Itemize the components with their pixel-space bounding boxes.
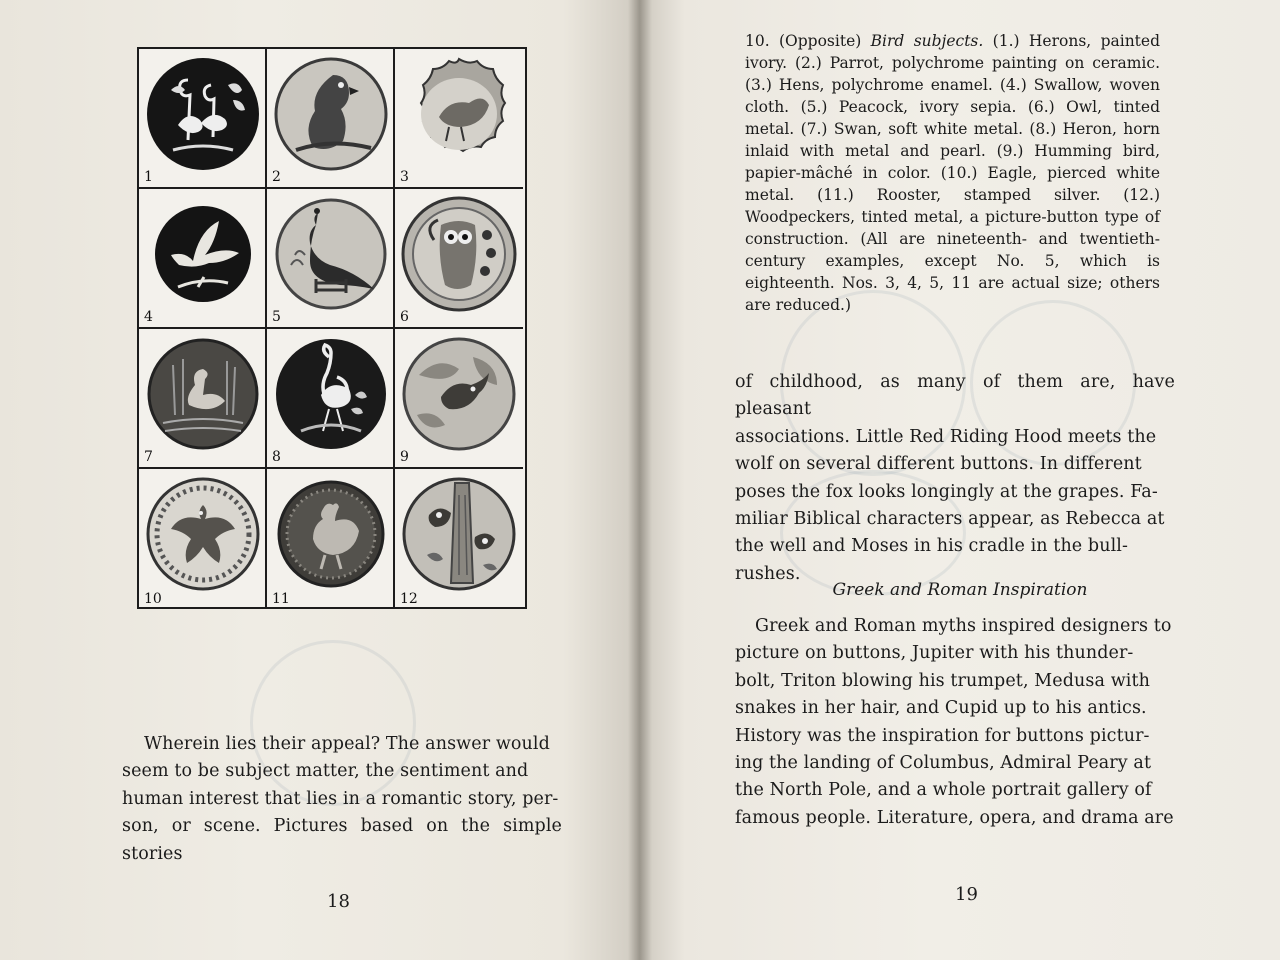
humming-bird-button-icon [399,335,519,453]
text-line: son, or scene. Pictures based on the simple stories [122,816,562,864]
plate-number: 1 [144,169,153,185]
plate-number: 6 [400,309,409,325]
text-line: Wherein lies their appeal? The answer would [144,734,550,754]
text-line: the North Pole, and a whole portrait gallery of [735,780,1152,801]
text-line: the well and Moses in his cradle in the bull- [735,536,1129,557]
section-heading: Greek and Roman Inspiration [832,580,1088,600]
plate-number: 11 [272,591,290,607]
hens-button-icon [399,55,519,173]
plate-cell-10 [139,469,267,609]
right-paragraph-2 [735,613,1180,832]
plate-number: 12 [400,591,418,607]
rooster-button-icon [271,475,391,593]
left-paragraph [122,731,562,868]
herons-button-icon [143,55,263,173]
caption-title: Bird subjects. [870,32,984,50]
text-line: human interest that lies in a romantic story, per- [122,788,559,809]
page-number-left: 18 [327,891,350,912]
eagle-button-icon [143,475,263,593]
caption-text: (1.) Herons, painted ivory. (2.) Parrot, polychrome painting on ceramic. (3.) Hens, polychrome enamel. (4.) Swallow, woven cloth. (5.) Peacock, ivory sepia. (6.) Owl, tinted metal. (7.) Swan, soft white metal. (8.) Heron, horn inlaid with metal and pearl. (9.) Humming bird, papier-mâché in color. (10.) Eagle, pierced white metal. (11.) Rooster, stamped silver. (12.) Woodpeckers, tinted metal, a picture-button type of construction. (All are nineteenth- and twentieth-century examples, except No. 5, which is eighteenth. Nos. 3, 4, 5, 11 are actual size; others are reduced.) [745,32,1160,314]
swan-button-icon [143,335,263,453]
plate-number: 5 [272,309,281,325]
parrot-button-icon [271,55,391,173]
right-paragraph-1 [735,369,1175,588]
text-line: of childhood, as many of them are, have pleasant [735,372,1175,420]
woodpeckers-button-icon [399,475,519,593]
plate-cell-8 [267,329,395,469]
text-line: picture on buttons, Jupiter with his thunder- [735,643,1134,664]
swallow-button-icon [143,195,263,313]
plate-number: 10 [144,591,162,607]
text-line: Greek and Roman myths inspired designers to [755,616,1172,636]
text-line: poses the fox looks longingly at the grapes. Fa- [735,481,1158,502]
plate-cell-9 [395,329,523,469]
text-line: associations. Little Red Riding Hood meets the [735,426,1157,447]
text-line: rushes. [735,563,801,584]
plate-number: 8 [272,449,281,465]
plate-cell-3 [395,49,523,189]
peacock-button-icon [271,195,391,313]
plate-number: 3 [400,169,409,185]
plate-number: 2 [272,169,281,185]
text-line: ing the landing of Columbus, Admiral Peary at [735,753,1152,774]
plate-cell-2 [267,49,395,189]
heron-button-icon [271,335,391,453]
page-number-right: 19 [955,884,978,905]
text-line: History was the inspiration for buttons pictur- [735,725,1150,746]
text-line: miliar Biblical characters appear, as Rebecca at [735,509,1165,530]
figure-caption [745,30,1160,316]
plate-cell-6 [395,189,523,329]
plate-cell-5 [267,189,395,329]
plate-cell-11 [267,469,395,609]
text-line: wolf on several different buttons. In different [735,454,1142,475]
owl-button-icon [399,195,519,313]
caption-intro: 10. (Opposite) [745,32,871,50]
text-line: snakes in her hair, and Cupid up to his antics. [735,698,1147,719]
plate-cell-7 [139,329,267,469]
text-line: seem to be subject matter, the sentiment and [122,761,529,782]
plate-cell-4 [139,189,267,329]
bird-buttons-plate [137,47,527,609]
book-gutter [628,0,652,960]
plate-number: 9 [400,449,409,465]
plate-cell-1 [139,49,267,189]
plate-number: 4 [144,309,153,325]
plate-cell-12 [395,469,523,609]
text-line: famous people. Literature, opera, and drama are [735,807,1174,828]
text-line: bolt, Triton blowing his trumpet, Medusa with [735,670,1150,691]
plate-number: 7 [144,449,153,465]
